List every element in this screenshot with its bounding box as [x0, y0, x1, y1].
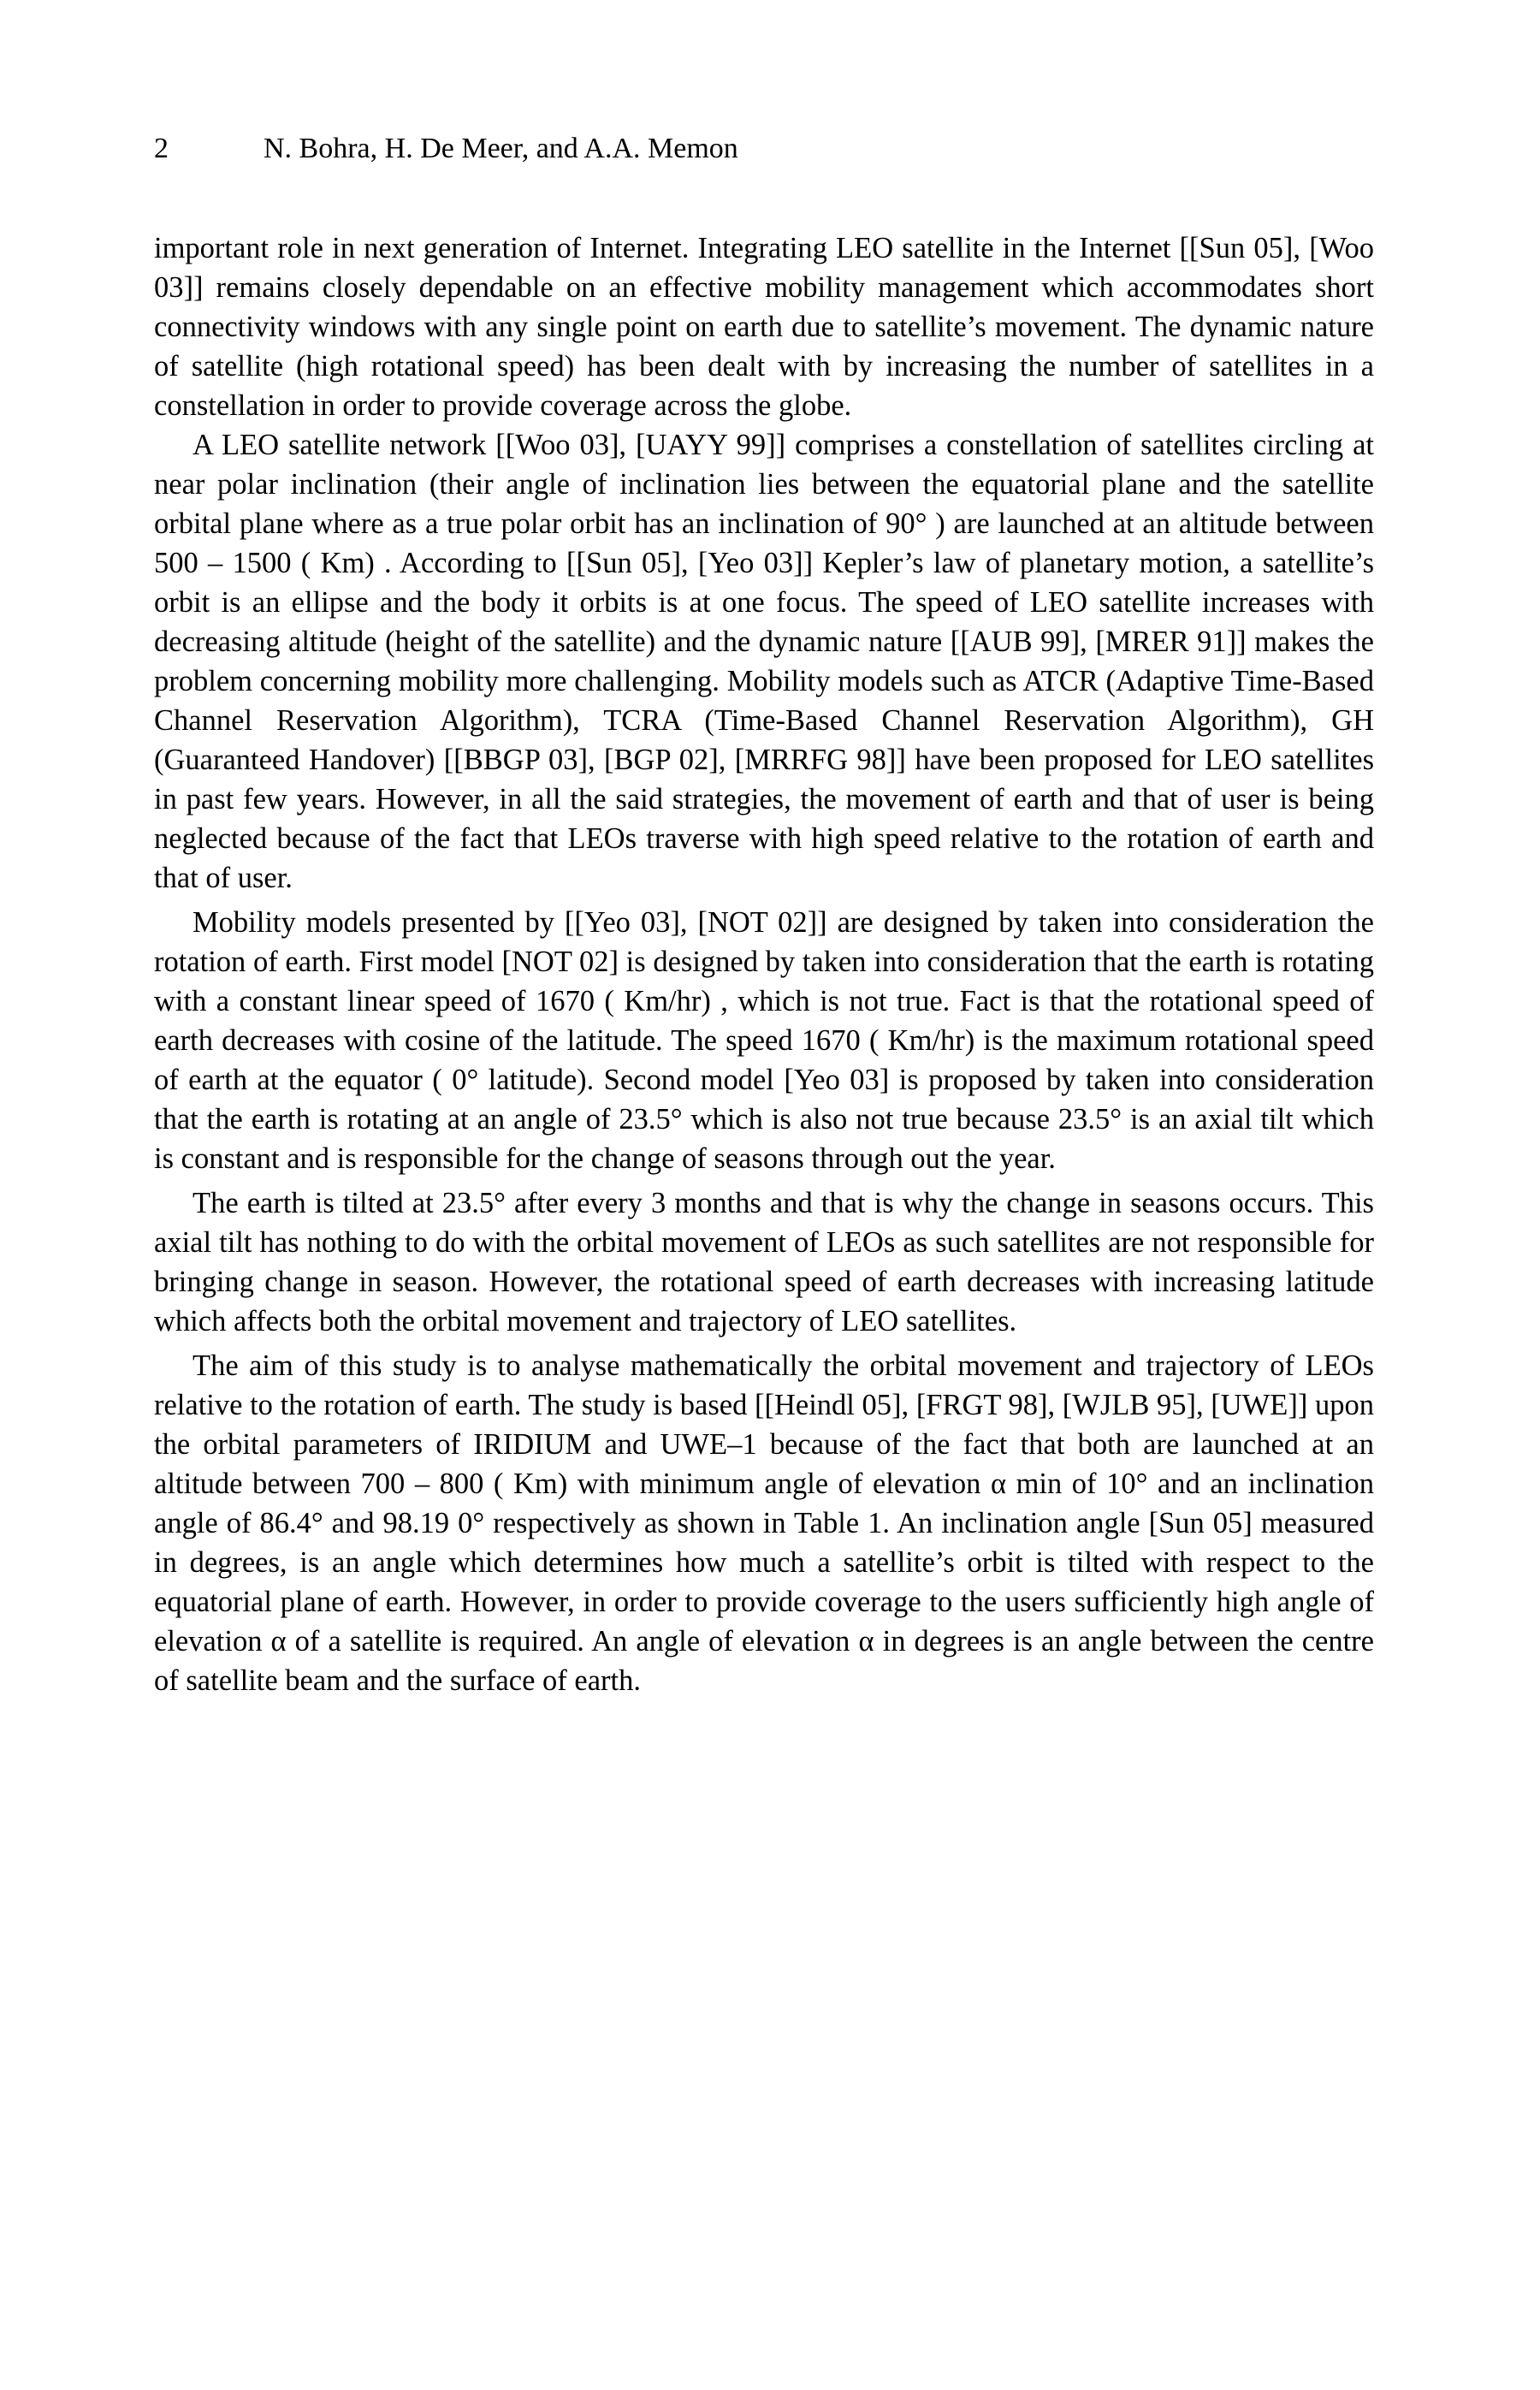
body-text — [154, 228, 1374, 1700]
paragraph-4: The earth is tilted at 23.5° after every 3 months and that is why the change in seasons occurs. This axial tilt has nothing to do with the orbital movement of LEOs as such satellites are not responsible for bringing change in season. However, the rotational speed of earth decreases with increasing latitude which affects both the orbital movement and trajectory of LEO satellites. — [154, 1187, 1374, 1337]
author-line: N. Bohra, H. De Meer, and A.A. Memon — [264, 133, 738, 164]
paragraph-3: Mobility models presented by [[Yeo 03], [NOT 02]] are designed by taken into consideration the rotation of earth. First model [NOT 02] is designed by taken into consideration that the earth is rotating with a constant linear speed of 1670 ( Km/hr) , which is not true. Fact is that the rotational speed of earth decreases with cosine of the latitude. The speed 1670 ( Km/hr) is the maximum rotational speed of earth at the equator ( 0° latitude). Second model [Yeo 03] is proposed by taken into consideration that the earth is rotating at an angle of 23.5° which is also not true because 23.5° is an axial tilt which is constant and is responsible for the change of seasons through out the year. — [154, 906, 1374, 1175]
paragraph-1: important role in next generation of Internet. Integrating LEO satellite in the Internet [[Sun 05], [Woo 03]] remains closely dependable on an effective mobility management which accommodates short connectivity windows with any single point on earth due to satellite’s movement. The dynamic nature of satellite (high rotational speed) has been dealt with by increasing the number of satellites in a constellation in order to provide coverage across the globe. — [154, 232, 1374, 422]
paragraph-2: A LEO satellite network [[Woo 03], [UAYY 99]] comprises a constellation of satellites circling at near polar inclination (their angle of inclination lies between the equatorial plane and the satellite orbital plane where as a true polar orbit has an inclination of 90° ) are launched at an altitude between 500 – 1500 ( Km) . According to [[Sun 05], [Yeo 03]] Kepler’s law of planetary motion, a satellite’s orbit is an ellipse and the body it orbits is at one focus. The speed of LEO satellite increases with decreasing altitude (height of the satellite) and the dynamic nature [[AUB 99], [MRER 91]] makes the problem concerning mobility more challenging. Mobility models such as ATCR (Adaptive Time-Based Channel Reservation Algorithm), TCRA (Time-Based Channel Reservation Algorithm), GH (Guaranteed Handover) [[BBGP 03], [BGP 02], [MRRFG 98]] have been proposed for LEO satellites in past few years. However, in all the said strategies, the movement of earth and that of user is being neglected because of the fact that LEOs traverse with high speed relative to the rotation of earth and that of user. — [154, 429, 1374, 894]
page-number: 2 — [154, 133, 169, 164]
running-header — [154, 130, 738, 168]
paragraph-5: The aim of this study is to analyse mathematically the orbital movement and trajectory of LEOs relative to the rotation of earth. The study is based [[Heindl 05], [FRGT 98], [WJLB 95], [UWE]] upon the orbital parameters of IRIDIUM and UWE–1 because of the fact that both are launched at an altitude between 700 – 800 ( Km) with minimum angle of elevation α min of 10° and an inclination angle of 86.4° and 98.19 0° respectively as shown in Table 1. An inclination angle [Sun 05] measured in degrees, is an angle which determines how much a satellite’s orbit is tilted with respect to the equatorial plane of earth. However, in order to provide coverage to the users sufficiently high angle of elevation α of a satellite is required. An angle of elevation α in degrees is an angle between the centre of satellite beam and the surface of earth. — [154, 1349, 1374, 1697]
